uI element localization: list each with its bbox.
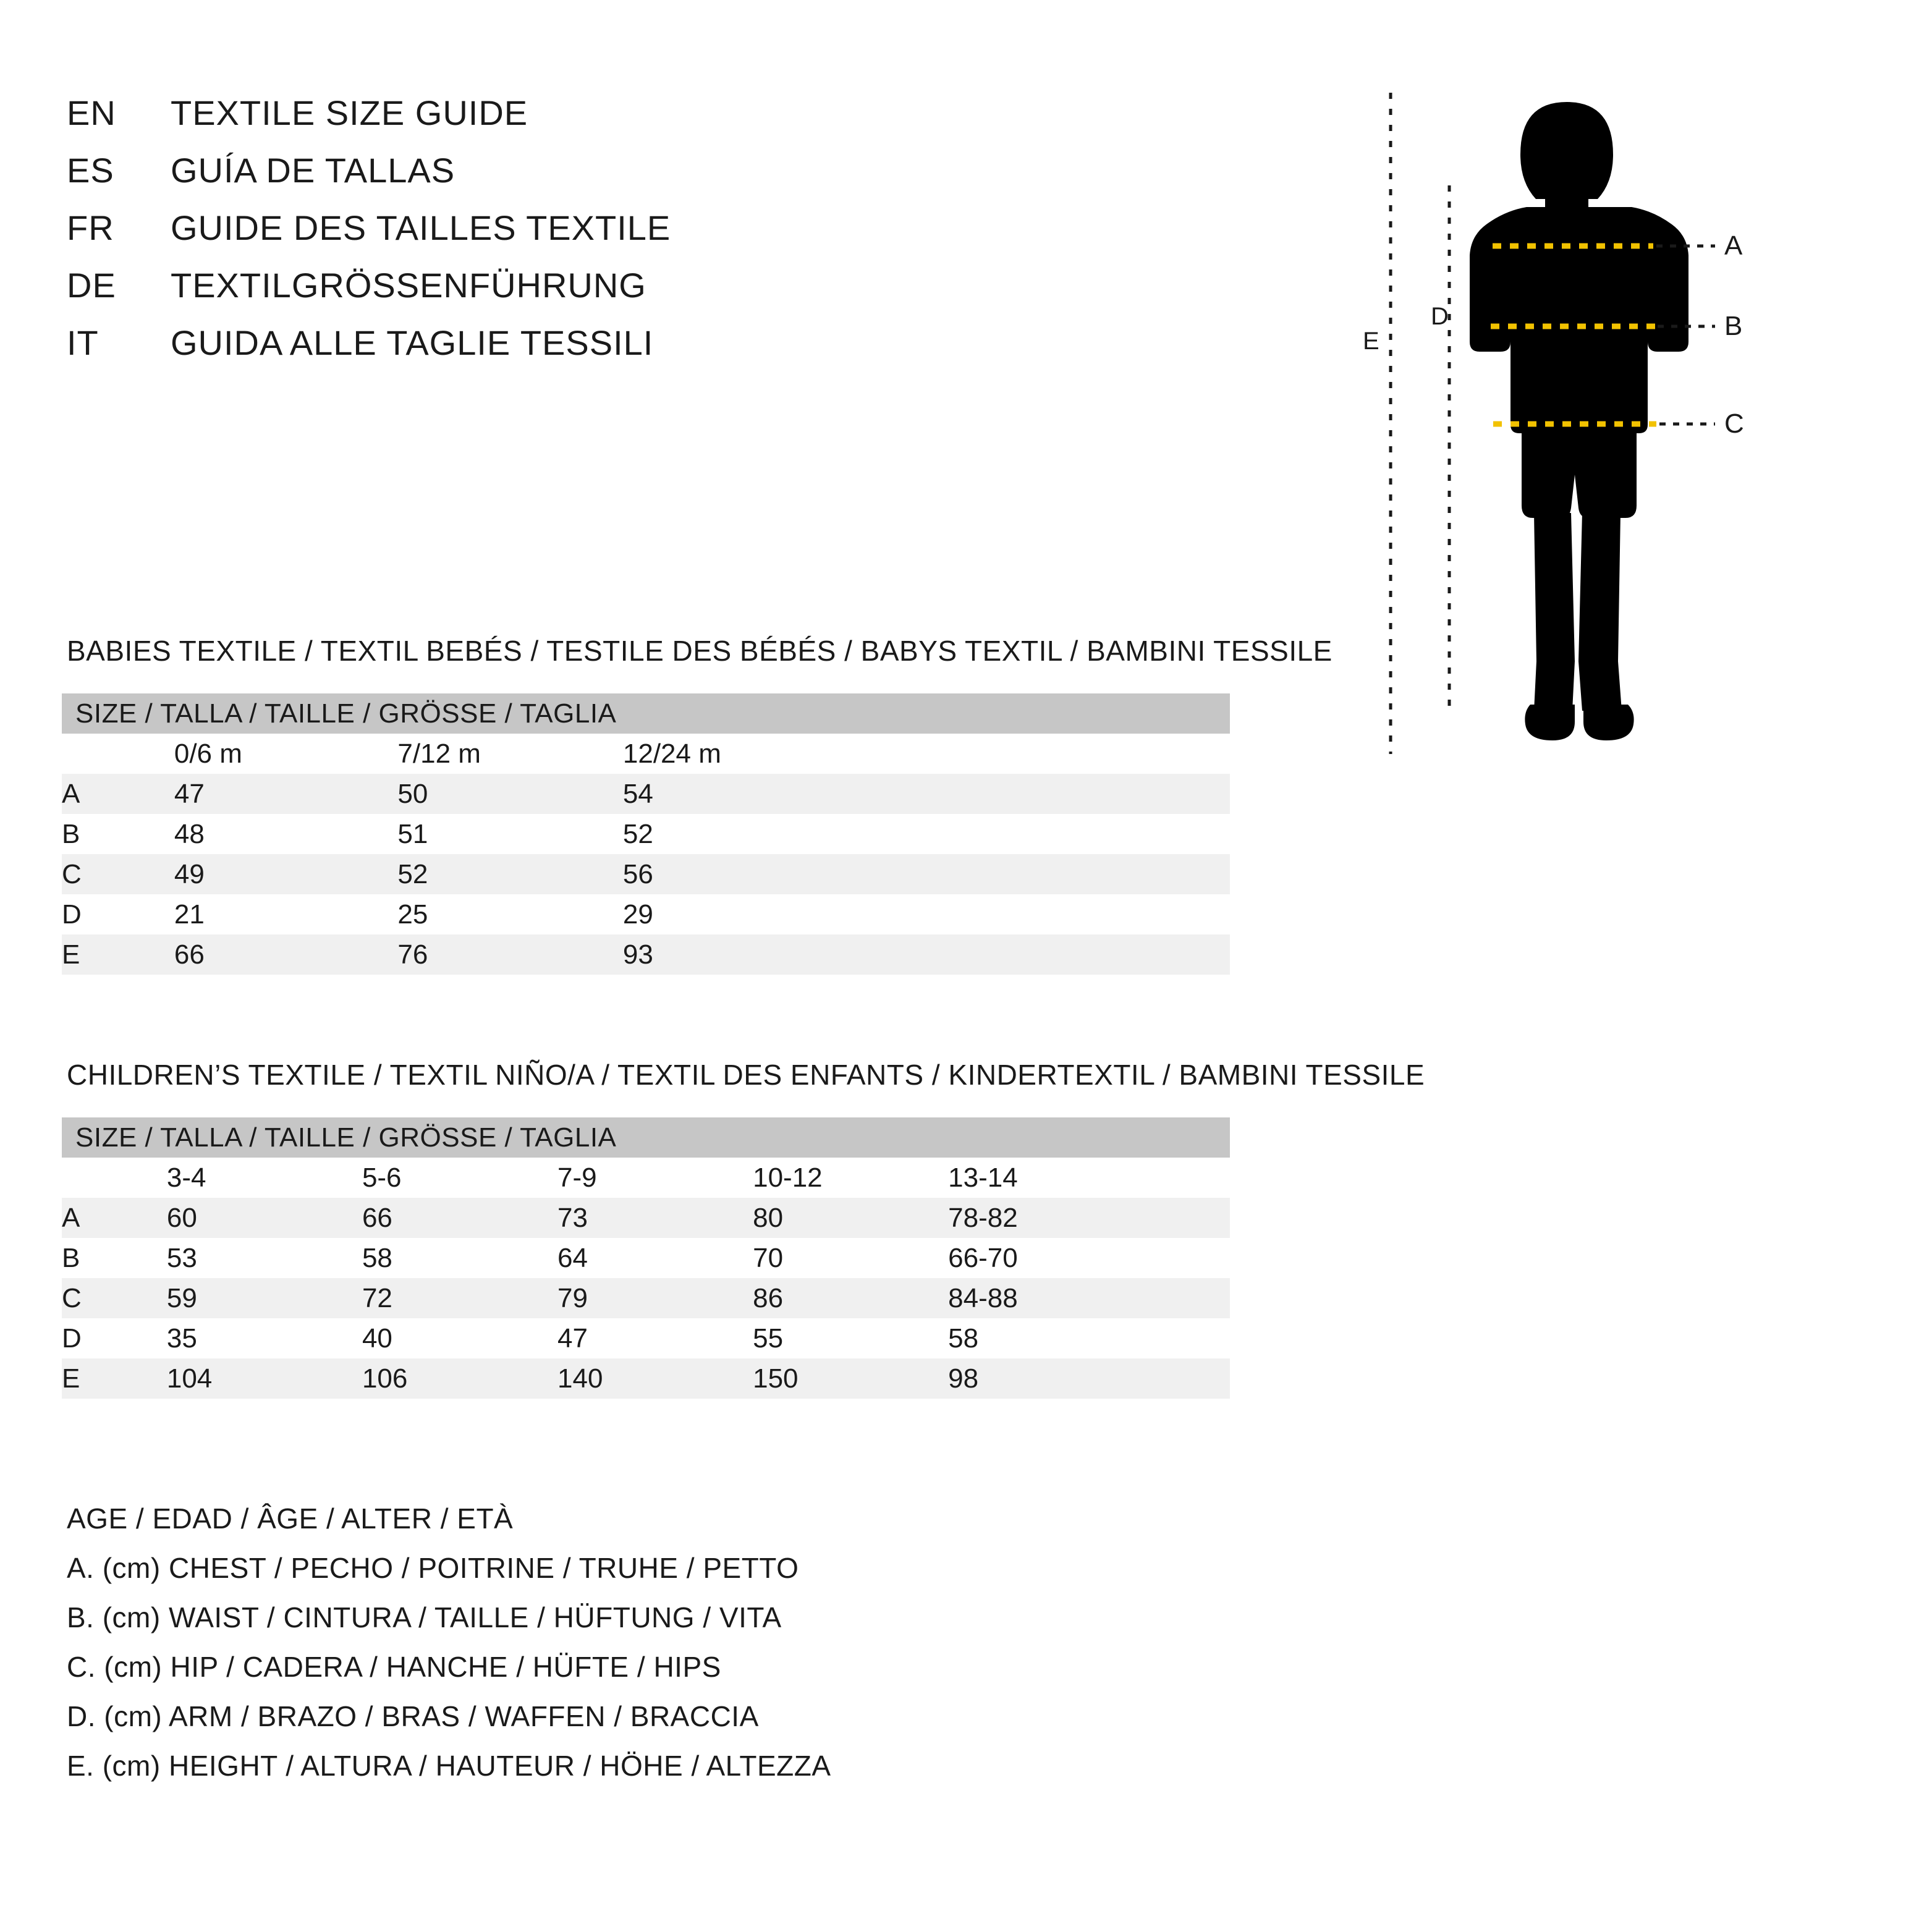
table-row bbox=[62, 1198, 1230, 1238]
spacer-cell bbox=[1086, 1158, 1230, 1198]
row-label: B bbox=[62, 818, 80, 849]
title-row-en bbox=[67, 93, 1241, 150]
cell-value: 21 bbox=[174, 899, 205, 930]
cell-value: 58 bbox=[948, 1323, 979, 1354]
babies-size-table bbox=[62, 693, 1230, 975]
babies-column-1: 7/12 m bbox=[397, 738, 481, 769]
cell-value: 54 bbox=[622, 778, 653, 809]
cell-value: 35 bbox=[166, 1323, 197, 1354]
legend-line-e: E. (cm) HEIGHT / ALTURA / HAUTEUR / HÖHE / ALTEZZA bbox=[67, 1750, 831, 1782]
legend-line-b: B. (cm) WAIST / CINTURA / TAILLE / HÜFTUNG / VITA bbox=[67, 1601, 782, 1633]
title-row-es bbox=[67, 150, 1241, 208]
children-section-heading: CHILDREN’S TEXTILE / TEXTIL NIÑO/A / TEXTIL DES ENFANTS / KINDERTEXTIL / BAMBINI TESSILE bbox=[67, 1059, 1425, 1091]
cell-value: 60 bbox=[166, 1202, 197, 1233]
cell-value: 72 bbox=[362, 1282, 392, 1313]
figure-label-e: E bbox=[1363, 328, 1379, 355]
title-text-es: GUÍA DE TALLAS bbox=[171, 151, 455, 190]
cell-value: 76 bbox=[397, 939, 428, 970]
row-label: C bbox=[62, 858, 82, 889]
row-label: B bbox=[62, 1242, 80, 1273]
cell-value: 78-82 bbox=[948, 1202, 1018, 1233]
legend-line-c: C. (cm) HIP / CADERA / HANCHE / HÜFTE / HIPS bbox=[67, 1651, 721, 1683]
cell-value: 106 bbox=[362, 1363, 408, 1394]
spacer-cell bbox=[1086, 1358, 1230, 1399]
spacer-cell bbox=[794, 894, 1230, 934]
children-column-3: 10-12 bbox=[753, 1162, 823, 1193]
row-label: E bbox=[62, 1363, 80, 1394]
cell-value: 64 bbox=[557, 1242, 588, 1273]
cell-value: 47 bbox=[557, 1323, 588, 1354]
cell-value: 86 bbox=[753, 1282, 784, 1313]
row-label: A bbox=[62, 1202, 80, 1233]
title-lang-de: DE bbox=[67, 266, 116, 305]
spacer-cell bbox=[1086, 1278, 1230, 1318]
table-row bbox=[62, 1318, 1230, 1358]
table-row bbox=[62, 854, 1230, 894]
title-lang-en: EN bbox=[67, 93, 116, 132]
title-row-fr bbox=[67, 208, 1241, 265]
cell-value: 49 bbox=[174, 858, 205, 889]
spacer-cell bbox=[794, 814, 1230, 854]
table-row bbox=[62, 1278, 1230, 1318]
row-label: D bbox=[62, 899, 82, 930]
spacer-cell bbox=[794, 854, 1230, 894]
table-row bbox=[62, 1238, 1230, 1278]
cell-value: 93 bbox=[622, 939, 653, 970]
row-label: D bbox=[62, 1323, 82, 1354]
legend-block bbox=[67, 1502, 1303, 1799]
babies-column-2: 12/24 m bbox=[622, 738, 721, 769]
children-column-1: 5-6 bbox=[362, 1162, 402, 1193]
row-label: C bbox=[62, 1282, 82, 1313]
children-column-0: 3-4 bbox=[166, 1162, 206, 1193]
cell-value: 84-88 bbox=[948, 1282, 1018, 1313]
row-label: A bbox=[62, 778, 80, 809]
babies-section-heading: BABIES TEXTILE / TEXTIL BEBÉS / TESTILE DES BÉBÉS / BABYS TEXTIL / BAMBINI TESSILE bbox=[67, 635, 1332, 667]
cell-value: 47 bbox=[174, 778, 205, 809]
cell-value: 58 bbox=[362, 1242, 392, 1273]
legend-line-d: D. (cm) ARM / BRAZO / BRAS / WAFFEN / BRACCIA bbox=[67, 1700, 759, 1732]
cell-value: 73 bbox=[557, 1202, 588, 1233]
legend-line-a: A. (cm) CHEST / PECHO / POITRINE / TRUHE / PETTO bbox=[67, 1552, 799, 1584]
children-column-4: 13-14 bbox=[948, 1162, 1018, 1193]
cell-value: 140 bbox=[557, 1363, 603, 1394]
cell-value: 53 bbox=[166, 1242, 197, 1273]
legend-title: AGE / EDAD / ÂGE / ALTER / ETÀ bbox=[67, 1502, 514, 1535]
figure-label-c: C bbox=[1724, 409, 1744, 439]
table-row bbox=[62, 774, 1230, 814]
title-block bbox=[67, 93, 1241, 380]
table-row bbox=[62, 934, 1230, 975]
cell-value: 80 bbox=[753, 1202, 784, 1233]
table-row bbox=[62, 1358, 1230, 1399]
title-text-fr: GUIDE DES TAILLES TEXTILE bbox=[171, 208, 671, 247]
table-row bbox=[62, 814, 1230, 854]
table-header-row bbox=[62, 1117, 1230, 1158]
cell-value: 66 bbox=[174, 939, 205, 970]
cell-value: 104 bbox=[166, 1363, 213, 1394]
cell-value: 98 bbox=[948, 1363, 979, 1394]
figure-label-a: A bbox=[1724, 231, 1743, 261]
title-text-en: TEXTILE SIZE GUIDE bbox=[171, 93, 528, 132]
spacer-cell bbox=[794, 774, 1230, 814]
table-row bbox=[62, 1158, 1230, 1198]
figure-label-d: D bbox=[1431, 303, 1449, 330]
column-corner bbox=[62, 1158, 111, 1198]
cell-value: 50 bbox=[397, 778, 428, 809]
children-size-table bbox=[62, 1117, 1230, 1399]
cell-value: 51 bbox=[397, 818, 428, 849]
cell-value: 29 bbox=[622, 899, 653, 930]
cell-value: 66-70 bbox=[948, 1242, 1018, 1273]
row-label: E bbox=[62, 939, 80, 970]
children-size-header: SIZE / TALLA / TAILLE / GRÖSSE / TAGLIA bbox=[75, 1122, 617, 1153]
cell-value: 150 bbox=[753, 1363, 799, 1394]
title-lang-es: ES bbox=[67, 151, 114, 190]
table-row bbox=[62, 894, 1230, 934]
cell-value: 52 bbox=[397, 858, 428, 889]
children-column-2: 7-9 bbox=[557, 1162, 597, 1193]
cell-value: 79 bbox=[557, 1282, 588, 1313]
table-header-row bbox=[62, 693, 1230, 734]
spacer-cell bbox=[1086, 1238, 1230, 1278]
spacer-cell bbox=[794, 934, 1230, 975]
title-row-de bbox=[67, 265, 1241, 323]
cell-value: 56 bbox=[622, 858, 653, 889]
figure-label-b: B bbox=[1724, 311, 1743, 341]
title-text-it: GUIDA ALLE TAGLIE TESSILI bbox=[171, 323, 654, 362]
cell-value: 48 bbox=[174, 818, 205, 849]
cell-value: 25 bbox=[397, 899, 428, 930]
title-lang-fr: FR bbox=[67, 208, 114, 247]
spacer-cell bbox=[1086, 1318, 1230, 1358]
title-text-de: TEXTILGRÖSSENFÜHRUNG bbox=[171, 266, 646, 305]
spacer-cell bbox=[794, 734, 1230, 774]
cell-value: 40 bbox=[362, 1323, 392, 1354]
table-row bbox=[62, 734, 1230, 774]
column-corner bbox=[62, 734, 119, 774]
cell-value: 70 bbox=[753, 1242, 784, 1273]
cell-value: 52 bbox=[622, 818, 653, 849]
cell-value: 59 bbox=[166, 1282, 197, 1313]
babies-size-header: SIZE / TALLA / TAILLE / GRÖSSE / TAGLIA bbox=[75, 698, 617, 729]
cell-value: 55 bbox=[753, 1323, 784, 1354]
title-lang-it: IT bbox=[67, 323, 99, 362]
spacer-cell bbox=[1086, 1198, 1230, 1238]
cell-value: 66 bbox=[362, 1202, 392, 1233]
measurement-figure bbox=[1363, 80, 1842, 766]
babies-column-0: 0/6 m bbox=[174, 738, 242, 769]
title-row-it bbox=[67, 323, 1241, 380]
